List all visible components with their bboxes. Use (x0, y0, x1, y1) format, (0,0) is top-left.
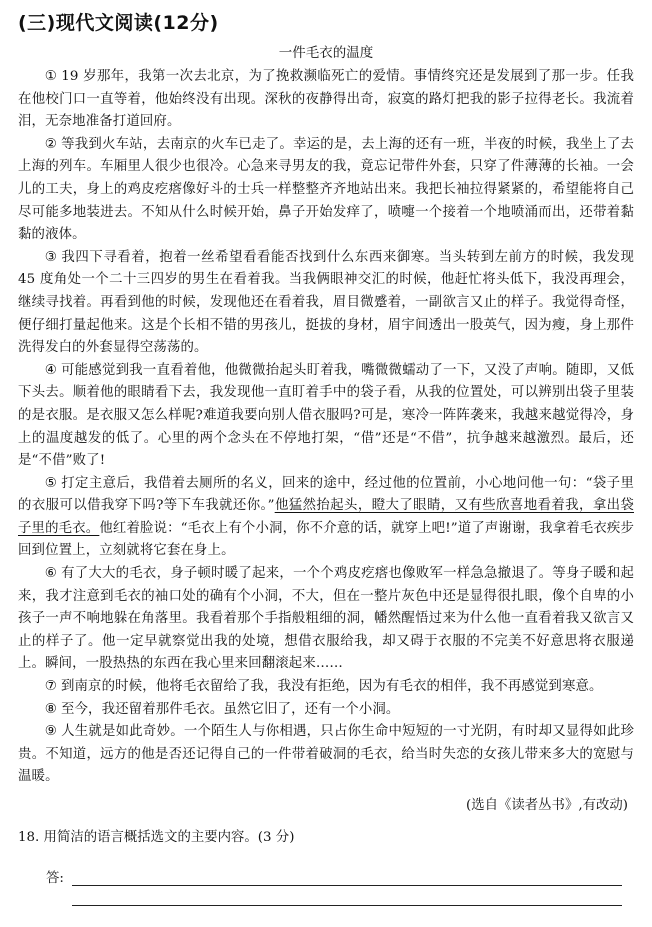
paragraph-number: ④ (44, 362, 58, 378)
answer-line[interactable] (72, 871, 622, 886)
paragraph-text: 他红着脸说：“毛衣上有个小洞，你不介意的话，就穿上吧!”道了声谢谢，我拿着毛衣疾步回到位置上，立刻就将它套在身上。 (18, 520, 634, 559)
paragraph (18, 563, 634, 676)
paragraph (18, 699, 634, 722)
section-title: (三)现代文阅读(12分) (18, 12, 219, 34)
paragraph-number: ⑨ (44, 724, 58, 740)
source-note: (选自《读者丛书》,有改动) (465, 798, 628, 813)
paragraph-text: 到南京的时候，他将毛衣留给了我，我没有拒绝，因为有毛衣的相伴，我不再感觉到寒意。 (60, 679, 603, 695)
paragraph-number: ② (44, 136, 58, 152)
underlined-sentence: 他猛然抬起头，瞪大了眼睛，又有些欣喜地看着我，拿出袋子里的毛衣。 (18, 498, 634, 536)
paragraph (18, 66, 634, 134)
paragraph (18, 360, 634, 473)
answer-area[interactable] (18, 867, 634, 886)
paragraph (18, 721, 634, 789)
paragraph-number: ⑥ (44, 566, 58, 582)
paragraph-text: 打定主意后，我借着去厕所的名义，回来的途中，经过他的位置前，小心地问他一句：“袋子里的衣服可以借我穿下吗?等下车我就还你。” (18, 475, 634, 514)
paragraph (18, 247, 634, 360)
paragraph-text: 19 岁那年，我第一次去北京，为了挽救濒临死亡的爱情。事情终究还是发展到了那一步。任我在他校门口一直等着，他始终没有出现。深秋的夜静得出奇，寂寞的路灯把我的影子拉得老长。我流着泪，无奈地准备打道回府。 (18, 69, 634, 130)
paragraph (18, 473, 634, 563)
paragraph-text: 等我到火车站，去南京的火车已走了。幸运的是，去上海的还有一班，半夜的时候，我坐上了去上海的列车。车厢里人很少也很冷。心急来寻男友的我，竟忘记带件外套，只穿了件薄薄的长袖。一会儿的工夫，身上的鸡皮疙瘩像好斗的士兵一样整整齐齐地站出来。我把长袖拉得紧紧的，希望能将自己尽可能多地装进去。不知从什么时候开始，鼻子开始发痒了，喷嚏一个接着一个地喷涌而出，还带着黏黏的液体。 (18, 136, 635, 243)
paragraph-number: ③ (44, 249, 58, 265)
paragraph-text: 至今，我还留着那件毛衣。虽然它旧了，还有一个小洞。 (60, 701, 400, 717)
paragraph-text: 可能感觉到我一直看着他，他微微抬起头盯着我，嘴微微蠕动了一下，又没了声响。随即，又低下头去。顺着他的眼睛看下去，我发现他一直盯着手中的袋子看，从我的位置处，可以辨别出袋子里装的是衣服。是衣服又怎么样呢?难道我要向别人借衣服吗?可是，寒冷一阵阵袭来，我越来越觉得冷，身上的温度越发的低了。心里的两个念头在不停地打架，“借”还是“不借”，抗争越来越激烈。最后，还是“不借”败了! (18, 362, 635, 469)
article-title: 一件毛衣的温度 (278, 45, 374, 61)
paragraph-number: ⑧ (44, 701, 57, 717)
paragraph-text: 有了大大的毛衣，身子顿时暖了起来，一个个鸡皮疙瘩也像败军一样急急撤退了。等身子暖和起来，我才注意到毛衣的袖口处的确有个小洞，不大，但在一整片灰色中还是显得很扎眼，像个自卑的小孩子一声不响地躲在角落里。我看着那个手指般粗细的洞，幡然醒悟过来为什么他一直看着我又欲言又止的样子了。他一定早就察觉出我的处境，想借衣服给我，却又碍于衣服的不完美不好意思将衣服递上。瞬间，一股热热的东西在我心里来回翻滚起来…… (18, 566, 635, 672)
paragraph-number: ① (44, 69, 58, 84)
answer-line[interactable] (72, 904, 622, 906)
paragraph-number: ⑤ (44, 475, 58, 491)
paragraph-text: 人生就是如此奇妙。一个陌生人与你相遇，只占你生命中短短的一寸光阴，有时却又显得如此珍贵。不知道，远方的他是否还记得自己的一件带着破洞的毛衣，给当时失恋的女孩儿带来多大的宽慰与温暖。 (18, 724, 635, 785)
paragraph-number: ⑦ (44, 679, 57, 695)
answer-label: 答: (46, 871, 64, 886)
paragraph (18, 134, 634, 247)
paragraph (18, 676, 634, 699)
paragraph-text: 我四下寻看着，抱着一丝希望看看能否找到什么东西来御寒。当头转到左前方的时候，我发现 45 度角处一个二十三四岁的男生在看着我。当我俩眼神交汇的时候，他赶忙将头低下，我没再理会，继续寻找着。再看到他的时候，发现他还在看着我，眉目微蹙着，一副欲言又止的样子。我觉得奇怪，便仔细打量起他来。这是个长相不错的男孩儿，挺拔的身材，眉宇间透出一股英气，因为瘦，身上那件洗得发白的外套显得空荡荡的。 (18, 249, 634, 356)
question-18: 18. 用简洁的语言概括选文的主要内容。(3 分) (18, 830, 295, 845)
article-body (18, 66, 634, 789)
